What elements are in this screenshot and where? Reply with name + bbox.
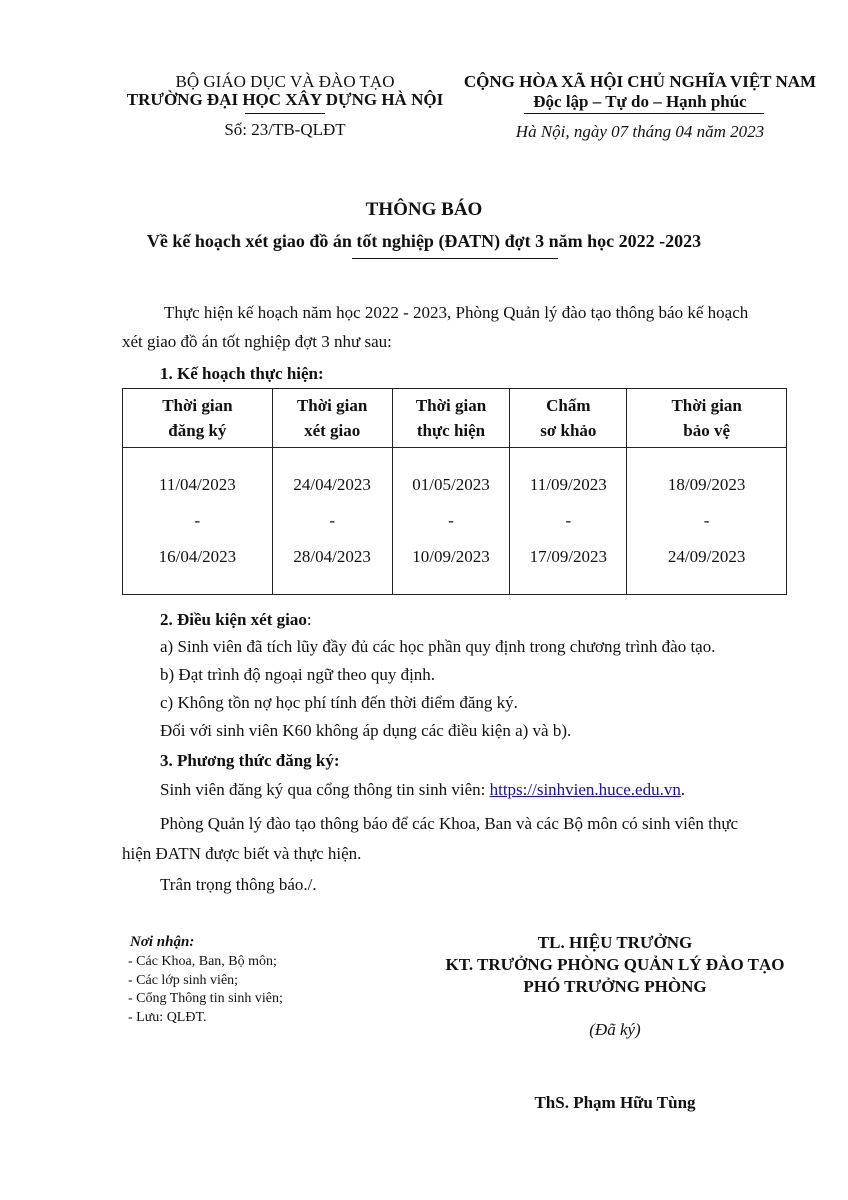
cell-execution-period: 01/05/2023 - 10/09/2023 [392, 448, 510, 595]
condition-b: b) Đạt trình độ ngoại ngữ theo quy định. [160, 665, 436, 684]
cell-assignment-period: 24/04/2023 - 28/04/2023 [272, 448, 392, 595]
student-portal-link[interactable]: https://sinhvien.huce.edu.vn [489, 780, 681, 799]
plan-table [122, 388, 787, 595]
motto-underline [524, 113, 764, 114]
intro-line-2: xét giao đồ án tốt nghiệp đợt 3 như sau: [122, 332, 392, 351]
country-name: CỘNG HÒA XÃ HỘI CHỦ NGHĨA VIỆT NAM [463, 72, 817, 91]
recipient-item: - Cổng Thông tin sinh viên; [128, 991, 283, 1006]
issue-date: Hà Nội, ngày 07 tháng 04 năm 2023 [515, 122, 765, 141]
section-3-heading: 3. Phương thức đăng ký: [160, 751, 340, 770]
recipient-item: - Các Khoa, Ban, Bộ môn; [128, 954, 277, 969]
section-2-heading: 2. Điều kiện xét giao: [160, 610, 312, 629]
notice-title: THÔNG BÁO [365, 199, 483, 220]
closing-line-1: Phòng Quản lý đào tạo thông báo để các Khoa, Ban và các Bộ môn có sinh viên thực [160, 814, 739, 833]
ministry-name: BỘ GIÁO DỤC VÀ ĐÀO TẠO [175, 72, 395, 91]
signer-name: ThS. Phạm Hữu Tùng [534, 1093, 696, 1112]
header-cell-defense: Thời gian bảo vệ [627, 389, 787, 448]
signed-note: (Đã ký) [589, 1020, 641, 1039]
national-motto: Độc lập – Tự do – Hạnh phúc [533, 92, 747, 111]
header-cell-assignment: Thời gian xét giao [272, 389, 392, 448]
university-name: TRƯỜNG ĐẠI HỌC XÂY DỰNG HÀ NỘI [126, 90, 444, 109]
condition-c: c) Không tồn nợ học phí tính đến thời điểm đăng ký. [160, 693, 518, 712]
signature-title-1: TL. HIỆU TRƯỞNG [537, 933, 693, 952]
condition-note: Đối với sinh viên K60 không áp dụng các điều kiện a) và b). [160, 721, 572, 740]
closing-line-2: hiện ĐATN được biết và thực hiện. [122, 844, 362, 863]
section-1-heading: 1. Kế hoạch thực hiện: [160, 364, 324, 383]
header-cell-registration: Thời gian đăng ký [123, 389, 273, 448]
table-row [123, 448, 787, 595]
signature-title-3: PHÓ TRƯỞNG PHÒNG [523, 977, 707, 996]
registration-method: Sinh viên đăng ký qua cổng thông tin sinh viên: https://sinhvien.huce.edu.vn. [160, 780, 686, 799]
cell-registration-period: 11/04/2023 - 16/04/2023 [123, 448, 273, 595]
cell-preliminary-period: 11/09/2023 - 17/09/2023 [510, 448, 627, 595]
closing-regards: Trân trọng thông báo./. [160, 875, 317, 894]
university-underline [245, 113, 325, 114]
document-number: Số: 23/TB-QLĐT [224, 120, 346, 139]
recipient-item: - Các lớp sinh viên; [128, 973, 239, 988]
table-header-row [123, 389, 787, 448]
notice-subtitle: Về kế hoạch xét giao đồ án tốt nghiệp (ĐATN) đợt 3 năm học 2022 -2023 [146, 231, 702, 251]
condition-a: a) Sinh viên đã tích lũy đầy đủ các học phần quy định trong chương trình đào tạo. [160, 637, 716, 656]
header-cell-execution: Thời gian thực hiện [392, 389, 510, 448]
header-cell-preliminary: Chấm sơ khảo [510, 389, 627, 448]
subtitle-underline [352, 258, 558, 259]
intro-line-1: Thực hiện kế hoạch năm học 2022 - 2023, Phòng Quản lý đào tạo thông báo kế hoạch [164, 303, 749, 322]
recipients-label: Nơi nhận: [130, 934, 195, 950]
cell-defense-period: 18/09/2023 - 24/09/2023 [627, 448, 787, 595]
recipient-item: - Lưu: QLĐT. [128, 1010, 207, 1025]
signature-title-2: KT. TRƯỞNG PHÒNG QUẢN LÝ ĐÀO TẠO [445, 955, 785, 974]
